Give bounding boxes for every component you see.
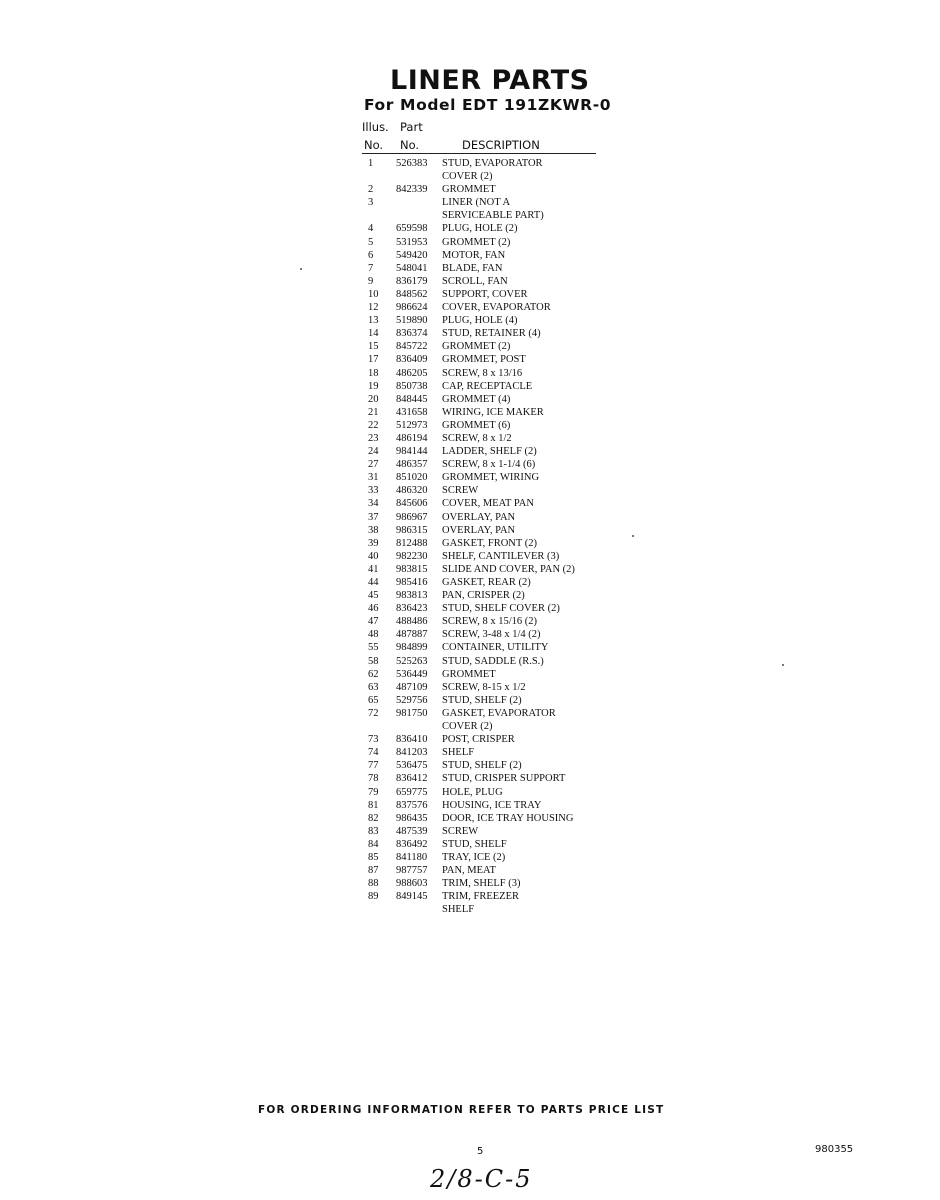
table-row	[362, 681, 622, 694]
part-description: STUD, SHELF (2)	[442, 760, 522, 772]
table-row	[362, 602, 622, 615]
table-row	[362, 576, 622, 589]
table-row	[362, 327, 622, 340]
scan-speck	[632, 535, 634, 537]
header-part-top: Part	[400, 120, 423, 134]
illus-number: 58	[368, 655, 379, 667]
part-description: SCREW	[442, 825, 479, 837]
handwritten-note: 2/8-C-5	[430, 1165, 533, 1193]
part-description: GROMMET (2)	[442, 341, 511, 353]
header-rule	[362, 153, 596, 155]
part-number: 848445	[396, 393, 428, 405]
part-number: 812488	[396, 537, 428, 549]
illus-number: 33	[368, 485, 379, 497]
part-number: 536475	[396, 760, 428, 772]
part-number: 841180	[396, 851, 428, 863]
part-number	[396, 196, 442, 222]
part-description: GROMMET (4)	[442, 393, 511, 405]
part-description: STUD, RETAINER (4)	[442, 328, 541, 340]
part-description: TRIM, FREEZER SHELF	[442, 891, 520, 916]
illus-number: 34	[368, 498, 379, 510]
illus-number: 3	[368, 197, 374, 209]
part-description: SCROLL, FAN	[442, 275, 508, 287]
illus-number: 88	[368, 878, 379, 890]
part-number: 836423	[396, 603, 428, 615]
part-number: 486320	[396, 485, 428, 497]
illus-number: 7	[368, 262, 374, 274]
part-description: STUD, CRISPER SUPPORT	[442, 773, 566, 785]
illus-number: 5	[368, 236, 374, 248]
part-number: 984144	[396, 446, 428, 458]
illus-number: 84	[368, 838, 379, 850]
part-number: 850738	[396, 380, 428, 392]
table-row	[362, 301, 622, 314]
part-description: OVERLAY, PAN	[442, 511, 516, 523]
part-description: GROMMET	[442, 184, 496, 196]
part-description: BLADE, FAN	[442, 262, 503, 274]
table-row	[362, 262, 622, 275]
document-number: 980355	[815, 1144, 854, 1155]
part-number: 845606	[396, 498, 428, 510]
part-description: TRIM, SHELF (3)	[442, 878, 521, 890]
part-number: 836410	[396, 734, 428, 746]
illus-number: 24	[368, 446, 379, 458]
illus-number: 18	[368, 367, 379, 379]
illus-number: 13	[368, 315, 379, 327]
part-number: 529756	[396, 694, 428, 706]
part-description: STUD, SHELF	[442, 838, 507, 850]
part-number: 431658	[396, 406, 428, 418]
illus-number: 2	[368, 184, 374, 196]
table-row	[362, 497, 622, 510]
illus-number: 72	[368, 707, 379, 719]
part-description: GROMMET (6)	[442, 419, 511, 431]
table-row	[362, 628, 622, 641]
part-number: 986967	[396, 511, 428, 523]
part-description: POST, CRISPER	[442, 734, 515, 746]
part-description: SHELF	[442, 747, 475, 759]
part-number: 488486	[396, 616, 428, 628]
part-description: STUD, SADDLE (R.S.)	[442, 655, 544, 667]
illus-number: 6	[368, 249, 374, 261]
part-number: 487109	[396, 681, 428, 693]
table-row	[362, 288, 622, 301]
table-row	[362, 812, 622, 825]
part-description: STUD, EVAPORATOR COVER (2)	[442, 158, 543, 183]
table-row	[362, 419, 622, 432]
table-row	[362, 550, 622, 563]
part-number: 982230	[396, 550, 428, 562]
part-description: STUD, SHELF (2)	[442, 694, 522, 706]
part-description: SLIDE AND COVER, PAN (2)	[442, 563, 575, 575]
illus-number: 12	[368, 302, 379, 314]
part-description: SCREW	[442, 485, 479, 497]
table-row	[362, 157, 622, 183]
illus-number: 9	[368, 275, 374, 287]
illus-number: 79	[368, 786, 379, 798]
part-number: 845722	[396, 341, 428, 353]
table-row	[362, 890, 622, 916]
illus-number: 74	[368, 747, 379, 759]
part-number: 836492	[396, 838, 428, 850]
part-description: CONTAINER, UTILITY	[442, 642, 549, 654]
part-number: 986315	[396, 524, 428, 536]
part-description: SCREW, 3-48 x 1/4 (2)	[442, 629, 541, 641]
table-row	[362, 615, 622, 628]
illus-number: 83	[368, 825, 379, 837]
table-row	[362, 183, 622, 196]
table-row	[362, 641, 622, 654]
part-description: GASKET, FRONT (2)	[442, 537, 537, 549]
table-row	[362, 733, 622, 746]
illus-number: 63	[368, 681, 379, 693]
illus-number: 85	[368, 851, 379, 863]
scan-speck	[782, 664, 784, 666]
table-row	[362, 406, 622, 419]
table-row	[362, 707, 622, 733]
part-description: GROMMET, WIRING	[442, 472, 540, 484]
illus-number: 19	[368, 380, 379, 392]
part-description: PLUG, HOLE (2)	[442, 223, 518, 235]
table-row	[362, 799, 622, 812]
part-number: 836374	[396, 328, 428, 340]
page-number: 5	[477, 1146, 484, 1157]
illus-number: 21	[368, 406, 379, 418]
illus-number: 38	[368, 524, 379, 536]
table-row	[362, 537, 622, 550]
part-description: SCREW, 8 x 13/16	[442, 367, 523, 379]
illus-number: 10	[368, 288, 379, 300]
table-row	[362, 471, 622, 484]
part-number: 486194	[396, 432, 428, 444]
table-row	[362, 825, 622, 838]
table-row	[362, 563, 622, 576]
table-row	[362, 694, 622, 707]
illus-number: 20	[368, 393, 379, 405]
parts-list	[362, 157, 622, 916]
part-number: 548041	[396, 262, 428, 274]
header-description: DESCRIPTION	[462, 138, 540, 152]
illus-number: 44	[368, 577, 379, 588]
table-row	[362, 353, 622, 366]
table-row	[362, 851, 622, 864]
illus-number: 23	[368, 432, 379, 444]
part-number: 531953	[396, 236, 428, 248]
page-title: LINER PARTS	[390, 65, 590, 96]
illus-number: 27	[368, 459, 379, 471]
model-subtitle: For Model EDT 191ZKWR-0	[364, 96, 612, 114]
illus-number: 14	[368, 328, 379, 340]
illus-number: 78	[368, 773, 379, 785]
illus-number: 37	[368, 511, 379, 523]
illus-number: 48	[368, 629, 379, 641]
part-number: 525263	[396, 655, 428, 667]
scan-speck	[300, 268, 302, 270]
part-description: GASKET, EVAPORATOR COVER (2)	[442, 707, 556, 733]
table-row	[362, 864, 622, 877]
part-number: 487539	[396, 825, 428, 837]
table-row	[362, 275, 622, 288]
table-row	[362, 445, 622, 458]
table-row	[362, 877, 622, 890]
table-row	[362, 367, 622, 380]
part-number: 519890	[396, 315, 428, 327]
illus-number: 47	[368, 616, 379, 628]
part-number: 526383	[396, 158, 428, 169]
part-description: MOTOR, FAN	[442, 249, 506, 261]
part-description: GROMMET	[442, 668, 496, 680]
part-description: OVERLAY, PAN	[442, 524, 516, 536]
part-number: 549420	[396, 249, 428, 261]
table-row	[362, 196, 622, 222]
part-number: 659598	[396, 223, 428, 235]
part-number: 486357	[396, 459, 428, 471]
header-illus-top: Illus.	[362, 120, 389, 134]
header-part-no: No.	[400, 138, 420, 152]
table-row	[362, 249, 622, 262]
illus-number: 77	[368, 760, 379, 772]
part-number: 981750	[396, 707, 428, 719]
table-row	[362, 314, 622, 327]
part-number: 987757	[396, 865, 428, 877]
part-description: COVER, EVAPORATOR	[442, 302, 551, 314]
illus-number: 31	[368, 472, 379, 484]
part-number: 986435	[396, 812, 428, 824]
part-number: 849145	[396, 891, 428, 903]
part-description: HOLE, PLUG	[442, 786, 503, 798]
table-row	[362, 759, 622, 772]
part-number: 986624	[396, 302, 428, 314]
part-description: SCREW, 8 x 1/2	[442, 432, 512, 444]
illus-number: 15	[368, 341, 379, 353]
illus-number: 45	[368, 590, 379, 602]
table-row	[362, 838, 622, 851]
part-number: 984899	[396, 642, 428, 654]
table-row	[362, 380, 622, 393]
part-number: 851020	[396, 472, 428, 484]
part-number: 836179	[396, 275, 428, 287]
table-row	[362, 655, 622, 668]
illus-number: 4	[368, 223, 374, 235]
table-row	[362, 511, 622, 524]
part-number: 836412	[396, 773, 428, 785]
table-row	[362, 222, 622, 235]
part-number: 983815	[396, 563, 428, 575]
illus-number: 40	[368, 550, 379, 562]
part-description: COVER, MEAT PAN	[442, 498, 534, 510]
part-description: CAP, RECEPTACLE	[442, 380, 533, 392]
illus-number: 87	[368, 865, 379, 877]
ordering-footer: FOR ORDERING INFORMATION REFER TO PARTS PRICE LIST	[258, 1104, 665, 1116]
illus-number: 39	[368, 537, 379, 549]
part-description: PLUG, HOLE (4)	[442, 315, 518, 327]
illus-number: 65	[368, 694, 379, 706]
part-description: GROMMET (2)	[442, 236, 511, 248]
header-illus-no: No.	[364, 138, 384, 152]
part-description: GASKET, REAR (2)	[442, 577, 531, 588]
part-description: TRAY, ICE (2)	[442, 851, 506, 863]
table-row	[362, 746, 622, 759]
part-description: SCREW, 8 x 15/16 (2)	[442, 616, 537, 628]
part-description: PAN, MEAT	[442, 865, 496, 877]
part-number: 512973	[396, 419, 428, 431]
table-row	[362, 393, 622, 406]
illus-number: 46	[368, 603, 379, 615]
part-number: 983813	[396, 590, 428, 602]
part-number: 536449	[396, 668, 428, 680]
table-row	[362, 772, 622, 785]
table-row	[362, 484, 622, 497]
part-description: PAN, CRISPER (2)	[442, 590, 525, 602]
table-row	[362, 589, 622, 602]
table-row	[362, 786, 622, 799]
part-description: GROMMET, POST	[442, 354, 526, 366]
part-description: SHELF, CANTILEVER (3)	[442, 550, 560, 562]
part-number: 842339	[396, 184, 428, 196]
illus-number: 73	[368, 734, 379, 746]
part-description: DOOR, ICE TRAY HOUSING	[442, 812, 574, 824]
illus-number: 17	[368, 354, 379, 366]
table-row	[362, 458, 622, 471]
table-row	[362, 524, 622, 537]
table-row	[362, 432, 622, 445]
part-description: SCREW, 8-15 x 1/2	[442, 681, 526, 693]
illus-number: 82	[368, 812, 379, 824]
illus-number: 55	[368, 642, 379, 654]
part-number: 836409	[396, 354, 428, 366]
part-number: 659775	[396, 786, 428, 798]
part-description: LADDER, SHELF (2)	[442, 446, 537, 458]
part-description: LINER (NOT A SERVICEABLE PART)	[442, 197, 544, 222]
illus-number: 41	[368, 563, 379, 575]
table-row	[362, 236, 622, 249]
part-number: 985416	[396, 577, 428, 588]
part-description: HOUSING, ICE TRAY	[442, 799, 542, 811]
part-number: 988603	[396, 878, 428, 890]
illus-number: 22	[368, 419, 379, 431]
part-description: WIRING, ICE MAKER	[442, 406, 544, 418]
part-number: 486205	[396, 367, 428, 379]
part-number: 487887	[396, 629, 428, 641]
table-row	[362, 668, 622, 681]
part-description: SCREW, 8 x 1-1/4 (6)	[442, 459, 536, 471]
part-number: 837576	[396, 799, 428, 811]
illus-number: 1	[368, 158, 374, 169]
illus-number: 81	[368, 799, 379, 811]
part-number: 848562	[396, 288, 428, 300]
illus-number: 62	[368, 668, 379, 680]
table-row	[362, 340, 622, 353]
part-number: 841203	[396, 747, 428, 759]
part-description: STUD, SHELF COVER (2)	[442, 603, 560, 615]
illus-number: 89	[368, 891, 379, 903]
part-description: SUPPORT, COVER	[442, 288, 528, 300]
